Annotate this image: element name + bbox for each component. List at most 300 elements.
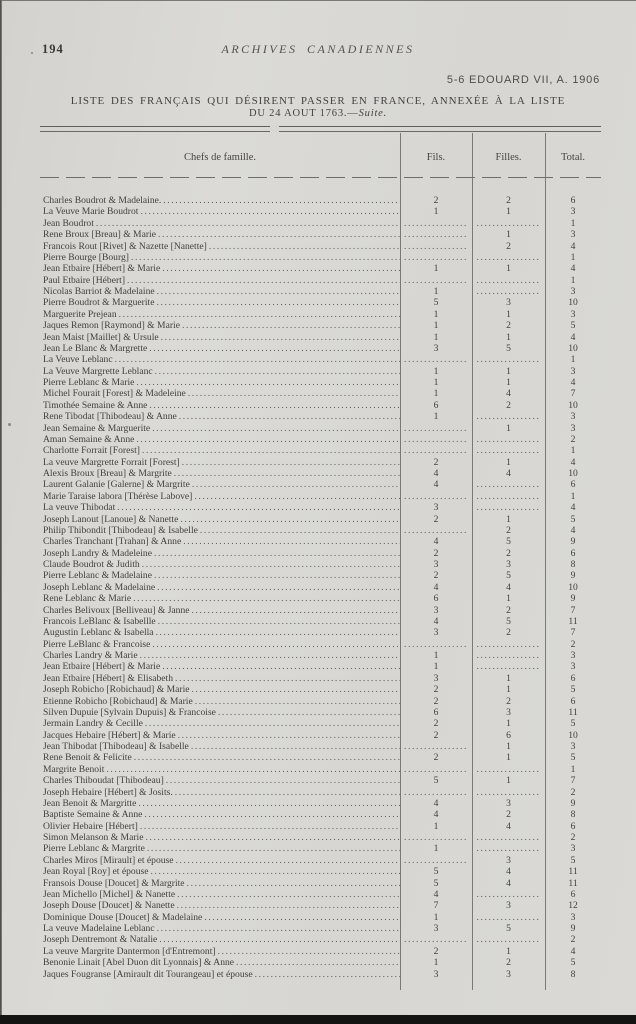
total-cell: 1 (570, 490, 576, 502)
family-name-cell: Joseph Landry & Madeleine ..... (40, 548, 400, 559)
total-cell: 6 (570, 888, 576, 900)
dot-leader (136, 798, 400, 809)
filles-cell (472, 445, 545, 456)
total-cell: 10 (568, 729, 578, 741)
filles-cell: 2 (506, 320, 511, 332)
total-cell: 6 (570, 547, 576, 559)
family-name-cell: Jean Benoit & Margritte ..... (40, 798, 400, 809)
fils-cell: 5 (433, 775, 439, 787)
fils-cell: 3 (433, 342, 439, 354)
filles-cell: 5 (506, 536, 511, 548)
dot-leader (175, 889, 400, 900)
filles-cell: 1 (506, 229, 511, 241)
fils-cell (400, 764, 472, 775)
family-name-cell: Olivier Hebaire [Hébert] ..... (40, 821, 400, 832)
total-cell: 6 (570, 820, 576, 832)
total-cell: 6 (570, 479, 576, 491)
dot-leader (190, 684, 400, 695)
total-cell: 4 (570, 502, 576, 514)
fils-cell (400, 934, 472, 945)
family-name-cell: Marguerite Prejean ..... (40, 309, 400, 320)
dot-leader (150, 639, 400, 650)
filles-cell (472, 502, 545, 513)
family-name-cell: Simon Melanson & Marie ..... (40, 832, 400, 843)
dot-leader (117, 309, 400, 320)
filles-cell: 3 (506, 797, 511, 809)
filles-cell: 4 (506, 468, 511, 479)
fils-cell (400, 525, 472, 536)
family-name-cell: Jaques Remon [Raymond] & Marie ..... (40, 320, 400, 331)
table-row (40, 559, 601, 570)
family-name-cell: Margrite Benoit ..... (40, 764, 400, 775)
filles-cell: 5 (506, 923, 511, 934)
family-name-cell: Jean Royal [Roy] et épouse ..... (40, 866, 400, 877)
fils-cell: 2 (433, 456, 439, 468)
dot-leader (173, 787, 400, 798)
filles-cell: 1 (506, 456, 511, 468)
total-cell: 4 (570, 240, 576, 252)
column-header-fils: Fils. (426, 152, 446, 163)
family-name-cell: Nicolas Barriot & Madelaine ..... (40, 286, 400, 297)
dot-leader (190, 605, 400, 616)
family-name-cell: Pierre Leblanc & Madelaine ..... (40, 570, 400, 581)
table-row (40, 445, 601, 456)
table-row (40, 673, 601, 684)
fils-cell: 1 (433, 820, 439, 832)
filles-cell (472, 434, 545, 445)
dot-leader (157, 934, 400, 945)
family-name-cell: Jermain Landry & Cecille ..... (40, 718, 400, 729)
table-row (40, 946, 601, 957)
fils-cell (400, 787, 472, 798)
family-name-cell: Etienne Robicho [Robichaud] & Marie ..... (40, 696, 400, 707)
filles-cell: 2 (506, 524, 511, 536)
dot-leader (155, 286, 400, 297)
fils-cell: 1 (433, 206, 439, 218)
filles-cell: 2 (506, 604, 511, 616)
family-name-cell: Charles Belivoux [Belliveau] & Janne ..... (40, 605, 400, 616)
dot-leader (115, 502, 400, 513)
total-cell: 5 (570, 513, 576, 525)
family-name-cell: Joseph Lanout [Lanoue] & Nanette ..... (40, 514, 400, 525)
total-cell: 4 (570, 524, 576, 536)
filles-cell: 2 (506, 627, 511, 639)
family-name-cell: Paul Etbaire [Hébert] ..... (40, 275, 400, 286)
filles-cell: 4 (506, 877, 511, 889)
table-row (40, 627, 601, 638)
table-row (40, 252, 601, 263)
filles-cell: 2 (506, 399, 511, 411)
dot-leader (173, 673, 400, 684)
table-row (40, 195, 601, 206)
dot-leader (140, 559, 400, 570)
total-cell: 4 (570, 377, 576, 388)
dot-leader (177, 411, 400, 422)
fils-cell: 3 (433, 968, 439, 980)
total-cell: 10 (568, 297, 578, 309)
table-row (40, 969, 601, 980)
dot-leader (190, 479, 400, 490)
fils-cell: 1 (433, 263, 439, 275)
fils-cell (400, 229, 472, 240)
table-row (40, 536, 601, 547)
dot-leader (94, 218, 400, 229)
fils-cell (400, 275, 472, 286)
title-line-2-prefix: DU 24 AOUT 1763.— (248, 108, 359, 119)
fils-cell: 5 (433, 297, 439, 309)
total-cell: 3 (570, 741, 576, 752)
fils-cell (400, 832, 472, 843)
fils-cell: 1 (433, 331, 439, 343)
table-row (40, 263, 601, 274)
total-cell: 3 (570, 843, 576, 855)
fils-cell: 4 (433, 615, 439, 627)
total-cell: 3 (570, 365, 576, 377)
filles-cell: 4 (506, 866, 511, 878)
family-name-cell: Jean Etbaire [Hébert] & Marie ..... (40, 263, 400, 274)
fils-cell (400, 855, 472, 866)
total-cell: 5 (570, 684, 576, 696)
family-name-cell: La Veuve Margrette Leblanc ..... (40, 366, 400, 377)
table-row (40, 218, 601, 229)
family-name-cell: Rene Leblanc & Marie ..... (40, 593, 400, 604)
filles-cell (472, 764, 545, 775)
filles-cell: 1 (506, 752, 511, 764)
dot-leader (147, 400, 400, 411)
dot-leader (172, 468, 400, 479)
dot-leader (176, 730, 400, 741)
filles-cell (472, 912, 545, 923)
filles-cell: 3 (506, 900, 511, 912)
family-name-cell: La veuve Margrette Forrait [Forest] ..... (40, 457, 400, 468)
total-cell: 11 (568, 866, 578, 878)
table-row (40, 718, 601, 729)
table-row (40, 491, 601, 502)
fils-cell: 6 (433, 399, 439, 411)
table-row (40, 514, 601, 525)
table-row (40, 343, 601, 354)
total-cell: 8 (570, 809, 576, 821)
filles-cell (472, 218, 545, 229)
filles-cell: 1 (506, 593, 511, 605)
table-row (40, 821, 601, 832)
fils-cell: 4 (433, 479, 439, 491)
fils-cell (400, 445, 472, 456)
family-name-cell: Alexis Broux [Breau] & Margrite ..... (40, 468, 400, 479)
dot-leader (155, 923, 400, 934)
family-name-cell: Jean Le Blanc & Margrette ..... (40, 343, 400, 354)
fils-cell: 5 (433, 877, 439, 889)
fils-cell: 1 (433, 411, 439, 423)
table-row (40, 650, 601, 661)
total-cell: 9 (570, 570, 576, 582)
dot-leader (207, 241, 400, 252)
fils-cell: 1 (433, 320, 439, 332)
fils-cell: 5 (433, 866, 439, 878)
total-cell: 1 (570, 763, 576, 775)
family-name-cell: Benonie Linait [Abel Duon dit Lyonnais] & Anne ..... (40, 957, 400, 968)
filles-cell: 1 (506, 422, 511, 434)
table-row (40, 479, 601, 490)
family-name-cell: Philip Thibondit [Thibodeau] & Isabelle ..... (40, 525, 400, 536)
fils-cell: 3 (433, 923, 439, 934)
family-name-cell: Aman Semaine & Anne ..... (40, 434, 400, 445)
total-cell: 3 (570, 229, 576, 241)
family-name-cell: Joseph Dentremont & Natalie ..... (40, 934, 400, 945)
total-cell: 2 (570, 433, 576, 445)
total-cell: 2 (570, 832, 576, 843)
table-row (40, 286, 601, 297)
table-row (40, 934, 601, 945)
filles-cell: 2 (506, 957, 511, 969)
dot-leader (180, 320, 400, 331)
filles-cell: 1 (506, 331, 511, 343)
table-row (40, 889, 601, 900)
family-name-cell: Charles Tranchant [Trahan] & Anne ..... (40, 536, 400, 547)
fils-cell: 3 (433, 604, 439, 616)
dot-leader (113, 354, 400, 365)
dot-leader (160, 263, 400, 274)
total-cell: 2 (570, 638, 576, 650)
dot-leader (234, 957, 400, 968)
fils-cell: 1 (433, 308, 439, 320)
fils-cell: 2 (433, 570, 439, 582)
table-row (40, 320, 601, 331)
dot-leader (198, 525, 400, 536)
table-row (40, 570, 601, 581)
dot-leader (150, 423, 400, 434)
filles-cell: 1 (506, 263, 511, 275)
filles-cell (472, 411, 545, 422)
dot-leader (125, 275, 400, 286)
dot-leader (189, 741, 400, 752)
total-cell: 4 (570, 945, 576, 957)
total-cell: 3 (570, 286, 576, 297)
running-head (0, 42, 636, 58)
family-name-cell: Pierre LeBlanc & Francoise ..... (40, 639, 400, 650)
table-row (40, 457, 601, 468)
total-cell: 5 (570, 752, 576, 764)
fils-cell: 2 (433, 752, 439, 764)
title-line-1: LISTE DES FRANÇAIS QUI DÉSIRENT PASSER EN FRANCE, ANNEXÉE À LA LISTE (70, 95, 566, 107)
total-cell: 7 (570, 627, 576, 639)
dot-leader (145, 843, 400, 854)
table-row (40, 855, 601, 866)
filles-cell (472, 787, 545, 798)
dot-leader (142, 809, 400, 820)
filles-cell: 1 (506, 206, 511, 218)
dot-leader (216, 707, 400, 718)
filles-cell: 1 (506, 365, 511, 377)
fils-cell: 4 (433, 581, 439, 593)
total-cell: 1 (570, 354, 576, 366)
table-row (40, 241, 601, 252)
fils-cell: 1 (433, 286, 439, 297)
dot-leader (138, 206, 400, 217)
title-line-2 (0, 108, 636, 119)
table-row (40, 605, 601, 616)
filles-cell: 3 (506, 968, 511, 980)
family-name-cell: Michel Fourait [Forest] & Madeleine ..... (40, 388, 400, 399)
filles-cell: 2 (506, 547, 511, 559)
family-name-cell: Jean Etbaire [Hébert] & Marie ..... (40, 661, 400, 672)
family-name-cell: Fransois Douse [Doucet] & Margrite ..... (40, 878, 400, 889)
total-cell: 12 (568, 900, 578, 912)
table-row (40, 400, 601, 411)
dot-leader (134, 434, 400, 445)
dot-leader (174, 855, 400, 866)
dot-leader (193, 696, 400, 707)
family-table (40, 126, 601, 992)
family-name-cell: Francois Rout [Rivet] & Nazette [Nanette] ..... (40, 241, 400, 252)
dot-leader (156, 616, 400, 627)
scan-edge-top (0, 0, 636, 1)
total-cell: 3 (570, 650, 576, 661)
fils-cell: 3 (433, 627, 439, 639)
filles-cell: 3 (506, 854, 511, 866)
total-cell: 3 (570, 422, 576, 434)
total-cell: 9 (570, 797, 576, 809)
family-name-cell: Claude Boudrot & Judith ..... (40, 559, 400, 570)
table-row (40, 388, 601, 399)
fils-cell: 1 (433, 365, 439, 377)
table-row (40, 843, 601, 854)
dot-leader (202, 912, 400, 923)
dot-leader (156, 229, 400, 240)
total-cell: 11 (568, 877, 578, 889)
table-row (40, 878, 601, 889)
filles-cell (472, 843, 545, 854)
total-cell: 5 (570, 854, 576, 866)
fils-cell: 7 (433, 900, 439, 912)
filles-cell: 1 (506, 684, 511, 696)
total-cell: 3 (570, 661, 576, 673)
filles-cell: 1 (506, 672, 511, 684)
filles-cell: 4 (506, 388, 511, 400)
family-name-cell: Laurent Galanie [Galerne] & Margrite ..... (40, 479, 400, 490)
family-name-cell: Augustin Leblanc & Isabella ..... (40, 627, 400, 638)
table-row (40, 775, 601, 786)
fils-cell: 1 (433, 388, 439, 400)
table-row (40, 593, 601, 604)
family-name-cell: Charles Landry & Marie ..... (40, 650, 400, 661)
table-row (40, 582, 601, 593)
dot-leader (161, 195, 400, 206)
filles-cell: 2 (506, 695, 511, 707)
family-name-cell: Rene Broux [Breau] & Marie ..... (40, 229, 400, 240)
filles-cell (472, 661, 545, 672)
total-cell: 6 (570, 672, 576, 684)
dot-leader (185, 878, 400, 889)
dot-leader (138, 821, 400, 832)
total-cell: 7 (570, 388, 576, 400)
total-cell: 2 (570, 934, 576, 946)
fils-cell: 1 (433, 911, 439, 923)
filles-cell (472, 275, 545, 286)
table-row (40, 752, 601, 763)
total-cell: 9 (570, 536, 576, 548)
dot-leader (132, 752, 400, 763)
filles-cell: 2 (506, 195, 511, 206)
table-row (40, 809, 601, 820)
fils-cell: 6 (433, 593, 439, 605)
total-cell: 4 (570, 456, 576, 468)
fils-cell: 2 (433, 718, 439, 730)
fils-cell: 4 (433, 797, 439, 809)
column-header-total: Total. (560, 152, 586, 163)
table-row (40, 366, 601, 377)
total-cell: 8 (570, 968, 576, 980)
filles-cell: 5 (506, 342, 511, 354)
table-row (40, 900, 601, 911)
filles-cell: 5 (506, 570, 511, 582)
dot-leader (181, 536, 400, 547)
family-name-cell: Jean Maist [Maillet] & Ursule ..... (40, 332, 400, 343)
dot-leader (152, 570, 400, 581)
family-name-cell: La veuve Madelaine Leblanc ..... (40, 923, 400, 934)
filles-cell: 3 (506, 559, 511, 570)
dot-leader (143, 832, 400, 843)
family-name-cell: Joseph Robicho [Robichaud] & Marie ..... (40, 684, 400, 695)
family-name-cell: Pierre Bourge [Bourg] ..... (40, 252, 400, 263)
dot-leader (175, 900, 400, 911)
dot-leader (160, 661, 400, 672)
total-cell: 10 (568, 468, 578, 479)
family-name-cell: La Veuve Marie Boudrot ..... (40, 206, 400, 217)
fils-cell: 4 (433, 888, 439, 900)
fils-cell: 1 (433, 661, 439, 673)
dot-leader (159, 332, 400, 343)
dot-leader (192, 491, 400, 502)
dot-leader (180, 457, 400, 468)
filles-cell: 1 (506, 513, 511, 525)
table-row (40, 411, 601, 422)
total-cell: 1 (570, 445, 576, 457)
family-name-cell: Jean Etbaire [Hébert] & Elisabeth ..... (40, 673, 400, 684)
fils-cell: 2 (433, 945, 439, 957)
table-body (40, 195, 601, 980)
table-row (40, 616, 601, 627)
fils-cell: 3 (433, 502, 439, 514)
family-name-cell: Charles Miros [Mirault] et épouse ..... (40, 855, 400, 866)
total-cell: 5 (570, 957, 576, 969)
total-cell: 11 (568, 706, 578, 718)
family-name-cell: Jean Boudrot ..... (40, 218, 400, 229)
table-row (40, 912, 601, 923)
filles-cell (472, 479, 545, 490)
fils-cell (400, 423, 472, 434)
table-row (40, 525, 601, 536)
filles-cell (472, 934, 545, 945)
total-cell: 2 (570, 786, 576, 798)
total-cell: 1 (570, 251, 576, 263)
filles-cell (472, 650, 545, 661)
table-row (40, 684, 601, 695)
total-cell: 10 (568, 399, 578, 411)
filles-cell (472, 286, 545, 297)
fils-cell (400, 354, 472, 365)
total-cell: 1 (570, 274, 576, 286)
total-cell: 5 (570, 718, 576, 730)
total-cell: 7 (570, 604, 576, 616)
fils-cell (400, 491, 472, 502)
total-cell: 10 (568, 342, 578, 354)
table-row (40, 502, 601, 513)
family-name-cell: Jean Semaine & Marguerite ..... (40, 423, 400, 434)
dot-leader (152, 548, 400, 559)
family-name-cell: Charles Thiboudat [Thibodeau] ..... (40, 775, 400, 786)
filles-cell: 1 (506, 377, 511, 388)
